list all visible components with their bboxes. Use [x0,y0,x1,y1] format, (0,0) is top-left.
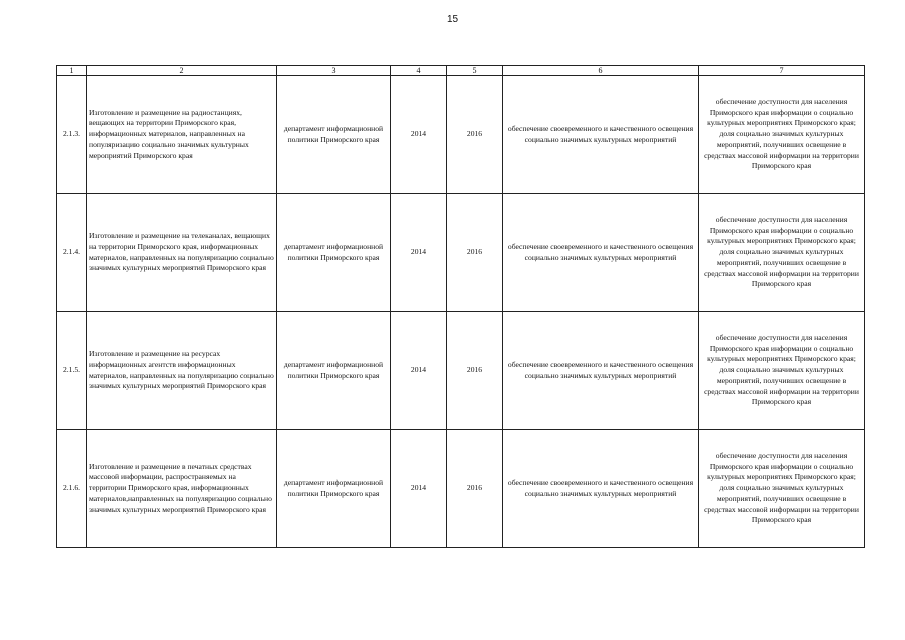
row-number: 2.1.3. [57,76,87,194]
activity-cell: Изготовление и размещение на радиостанциях, вещающих на территории Приморского края, информационных материалов, направленных на популяризацию социально значимых культурных мероприятий Приморского края [87,76,277,194]
table-row [57,430,865,548]
result-cell: обеспечение своевременного и качественного освещения социально значимых культурных мероприятий [503,430,699,548]
result-cell: обеспечение своевременного и качественного освещения социально значимых культурных мероприятий [503,194,699,312]
result-cell: обеспечение своевременного и качественного освещения социально значимых культурных мероприятий [503,312,699,430]
page-number: 15 [446,14,459,25]
result-cell: обеспечение своевременного и качественного освещения социально значимых культурных мероприятий [503,76,699,194]
program-activities-table [56,65,865,548]
column-header: 6 [503,66,699,76]
row-number: 2.1.6. [57,430,87,548]
table-row [57,76,865,194]
start-year-cell: 2014 [391,194,447,312]
indicator-cell: обеспечение доступности для населения Приморского края информации о социально культурных мероприятиях Приморского края; доля социально значимых культурных мероприятий, получивших освещение в средствах массовой информации на территории Приморского края [699,76,865,194]
start-year-cell: 2014 [391,312,447,430]
table-row [57,312,865,430]
table-header-row [57,66,865,76]
table-row [57,194,865,312]
start-year-cell: 2014 [391,76,447,194]
activity-cell: Изготовление и размещение в печатных средствах массовой информации, распространяемых на территории Приморского края, информационных материалов,направленных на популяризацию социально значимых культурных мероприятий Приморского края [87,430,277,548]
executor-cell: департамент информационной политики Приморского края [277,76,391,194]
column-header: 3 [277,66,391,76]
column-header: 7 [699,66,865,76]
end-year-cell: 2016 [447,76,503,194]
end-year-cell: 2016 [447,312,503,430]
column-header: 4 [391,66,447,76]
executor-cell: департамент информационной политики Приморского края [277,430,391,548]
column-header: 2 [87,66,277,76]
indicator-cell: обеспечение доступности для населения Приморского края информации о социально культурных мероприятиях Приморского края; доля социально значимых культурных мероприятий, получивших освещение в средствах массовой информации на территории Приморского края [699,430,865,548]
indicator-cell: обеспечение доступности для населения Приморского края информации о социально культурных мероприятиях Приморского края; доля социально значимых культурных мероприятий, получивших освещение в средствах массовой информации на территории Приморского края [699,194,865,312]
start-year-cell: 2014 [391,430,447,548]
activity-cell: Изготовление и размещение на телеканалах, вещающих на территории Приморского края, информационных материалов, направленных на популяризацию социально значимых культурных мероприятий Приморского края [87,194,277,312]
end-year-cell: 2016 [447,194,503,312]
activity-cell: Изготовление и размещение на ресурсах информационных агентств информационных материалов, направленных на популяризацию социально значимых культурных мероприятий Приморского края [87,312,277,430]
end-year-cell: 2016 [447,430,503,548]
column-header: 1 [57,66,87,76]
executor-cell: департамент информационной политики Приморского края [277,194,391,312]
indicator-cell: обеспечение доступности для населения Приморского края информации о социально культурных мероприятиях Приморского края; доля социально значимых культурных мероприятий, получивших освещение в средствах массовой информации на территории Приморского края [699,312,865,430]
executor-cell: департамент информационной политики Приморского края [277,312,391,430]
row-number: 2.1.4. [57,194,87,312]
column-header: 5 [447,66,503,76]
row-number: 2.1.5. [57,312,87,430]
